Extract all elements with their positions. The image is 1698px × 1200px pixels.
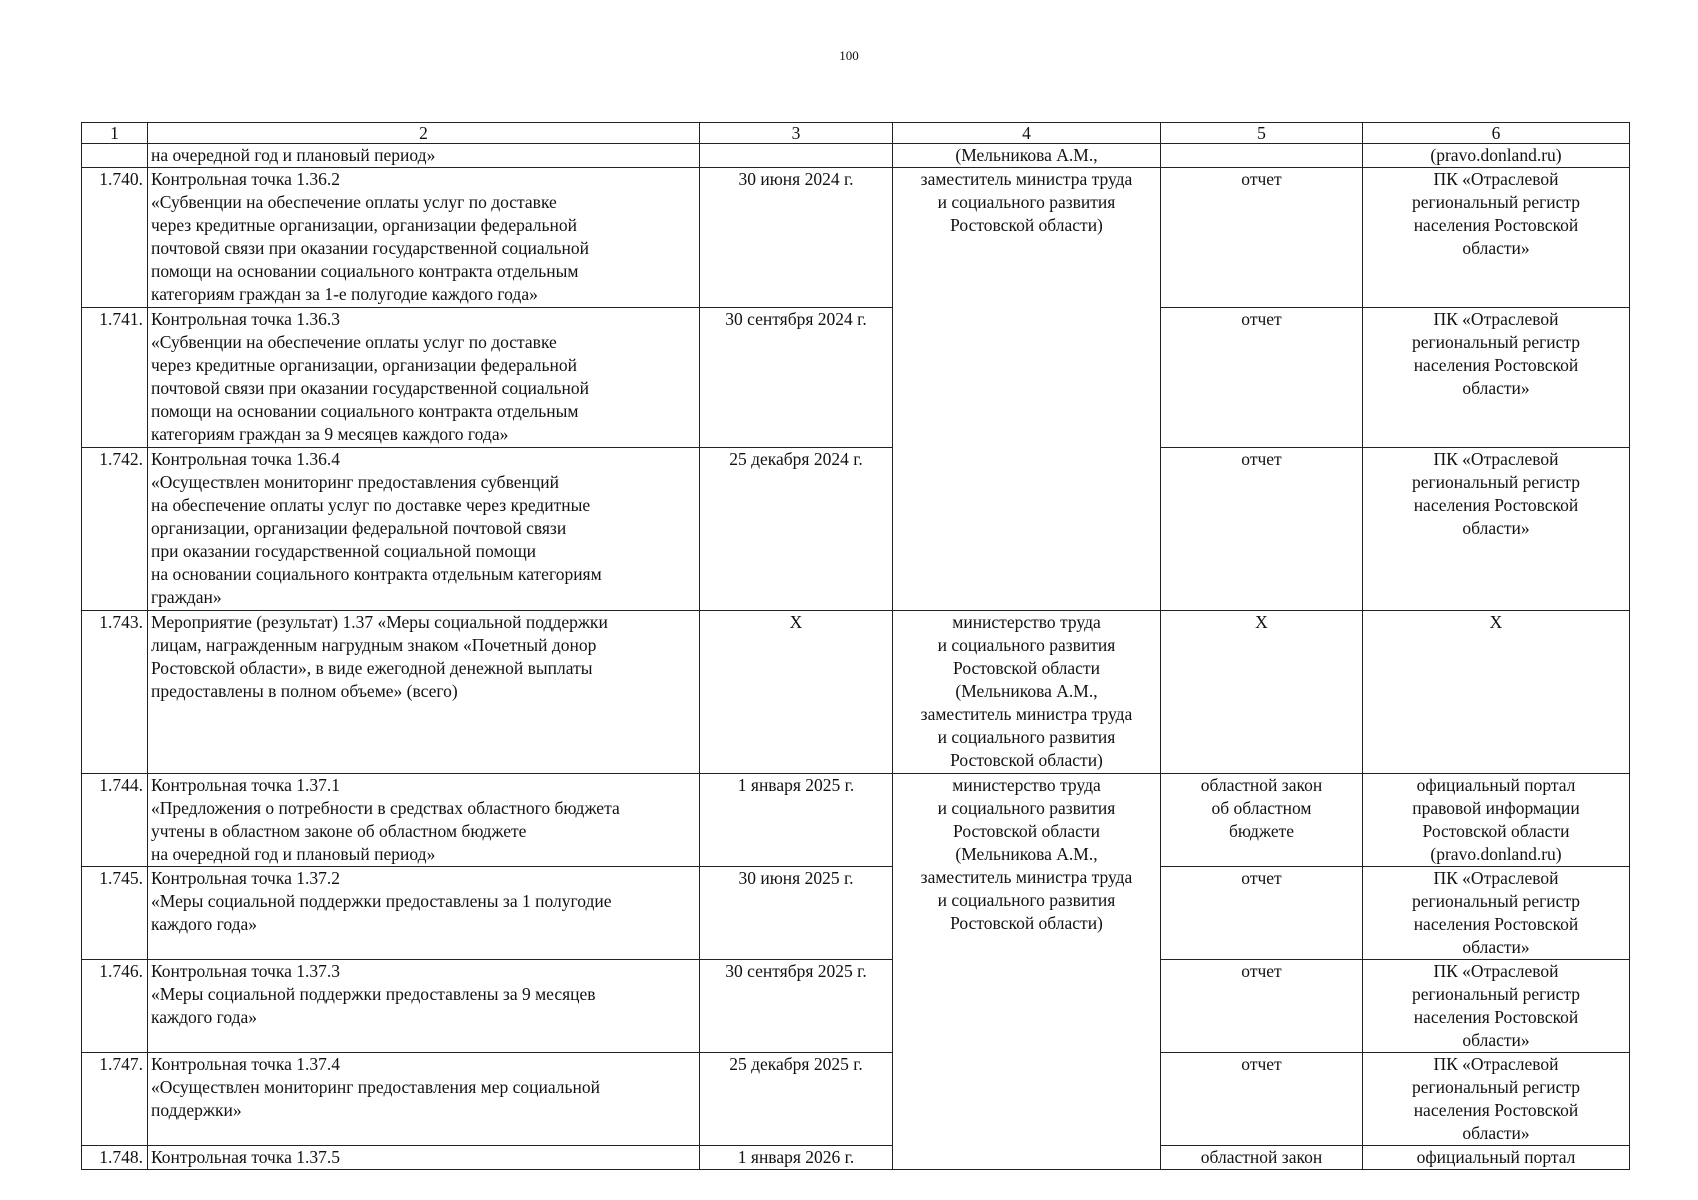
table-row [82,960,1630,1053]
table-row [82,448,1630,611]
row-description: Мероприятие (результат) 1.37 «Меры социальной поддержки лицам, награжденным нагрудным знаком «Почетный донор Ростовской области», в виде ежегодной денежной выплаты предоставлены в полном объеме» (всего) [148,611,700,774]
row-date [700,144,893,168]
table-row [82,774,1630,867]
row-responsible: заместитель министра труда и социального развития Ростовской области) [893,168,1161,611]
row-document: отчет [1161,867,1363,960]
column-header: 3 [700,123,893,144]
row-source: официальный портал [1363,1146,1630,1170]
table-row [82,1053,1630,1146]
row-document: отчет [1161,1053,1363,1146]
row-date: Х [700,611,893,774]
table-row [82,611,1630,774]
table-row [82,1146,1630,1170]
column-header: 5 [1161,123,1363,144]
row-date: 1 января 2025 г. [700,774,893,867]
table-row [82,144,1630,168]
row-document: отчет [1161,308,1363,448]
row-number: 1.747. [82,1053,148,1146]
row-number [82,144,148,168]
row-description: Контрольная точка 1.36.3 «Субвенции на обеспечение оплаты услуг по доставке через кредитные организации, организации федеральной почтовой связи при оказании государственной социальной помощи на основании социального контракта отдельным категориям граждан за 9 месяцев каждого года» [148,308,700,448]
row-source: ПК «Отраслевой региональный регистр населения Ростовской области» [1363,448,1630,611]
row-source: ПК «Отраслевой региональный регистр населения Ростовской области» [1363,308,1630,448]
row-number: 1.745. [82,867,148,960]
row-source: официальный портал правовой информации Ростовской области (pravo.donland.ru) [1363,774,1630,867]
row-number: 1.744. [82,774,148,867]
row-number: 1.746. [82,960,148,1053]
row-document: отчет [1161,168,1363,308]
row-document: Х [1161,611,1363,774]
row-source: ПК «Отраслевой региональный регистр населения Ростовской области» [1363,867,1630,960]
row-responsible: министерство труда и социального развития Ростовской области (Мельникова А.М., заместитель министра труда и социального развития Ростовской области) [893,774,1161,1170]
row-source: ПК «Отраслевой региональный регистр населения Ростовской области» [1363,960,1630,1053]
row-responsible: (Мельникова А.М., [893,144,1161,168]
row-description: Контрольная точка 1.37.2 «Меры социальной поддержки предоставлены за 1 полугодие каждого года» [148,867,700,960]
row-number: 1.742. [82,448,148,611]
row-document: областной закон об областном бюджете [1161,774,1363,867]
row-description: на очередной год и плановый период» [148,144,700,168]
row-date: 30 сентября 2025 г. [700,960,893,1053]
column-header: 1 [82,123,148,144]
row-description: Контрольная точка 1.37.5 [148,1146,700,1170]
column-header: 6 [1363,123,1630,144]
table-row [82,168,1630,308]
column-header: 4 [893,123,1161,144]
row-date: 1 января 2026 г. [700,1146,893,1170]
table-row [82,867,1630,960]
table-header-row [82,123,1630,144]
row-document: отчет [1161,960,1363,1053]
row-description: Контрольная точка 1.36.2 «Субвенции на обеспечение оплаты услуг по доставке через кредитные организации, организации федеральной почтовой связи при оказании государственной социальной помощи на основании социального контракта отдельным категориям граждан за 1-е полугодие каждого года» [148,168,700,308]
row-date: 25 декабря 2025 г. [700,1053,893,1146]
row-description: Контрольная точка 1.37.1 «Предложения о потребности в средствах областного бюджета учтены в областном законе об областном бюджете на очередной год и плановый период» [148,774,700,867]
row-number: 1.748. [82,1146,148,1170]
row-date: 25 декабря 2024 г. [700,448,893,611]
row-source: (pravo.donland.ru) [1363,144,1630,168]
column-header: 2 [148,123,700,144]
row-description: Контрольная точка 1.37.4 «Осуществлен мониторинг предоставления мер социальной поддержки» [148,1053,700,1146]
table-row [82,308,1630,448]
row-number: 1.741. [82,308,148,448]
row-source: ПК «Отраслевой региональный регистр населения Ростовской области» [1363,1053,1630,1146]
row-date: 30 июня 2025 г. [700,867,893,960]
row-description: Контрольная точка 1.36.4 «Осуществлен мониторинг предоставления субвенций на обеспечение оплаты услуг по доставке через кредитные организации, организации федеральной почтовой связи при оказании государственной социальной помощи на основании социального контракта отдельным категориям граждан» [148,448,700,611]
row-date: 30 сентября 2024 г. [700,308,893,448]
row-number: 1.740. [82,168,148,308]
row-description: Контрольная точка 1.37.3 «Меры социальной поддержки предоставлены за 9 месяцев каждого года» [148,960,700,1053]
row-responsible: министерство труда и социального развития Ростовской области (Мельникова А.М., заместитель министра труда и социального развития Ростовской области) [893,611,1161,774]
row-source: ПК «Отраслевой региональный регистр населения Ростовской области» [1363,168,1630,308]
page-number: 100 [839,48,859,63]
row-document [1161,144,1363,168]
row-number: 1.743. [82,611,148,774]
control-points-table [81,122,1630,1170]
row-document: областной закон [1161,1146,1363,1170]
row-document: отчет [1161,448,1363,611]
row-source: Х [1363,611,1630,774]
row-date: 30 июня 2024 г. [700,168,893,308]
